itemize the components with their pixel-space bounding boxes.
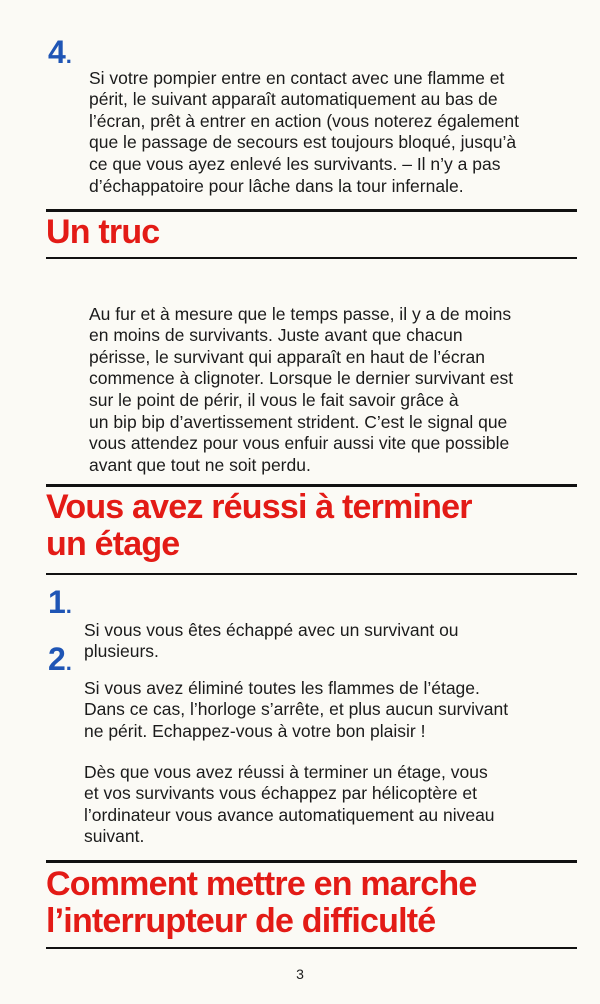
page-number: 3 <box>296 966 304 982</box>
difficulty-heading <box>46 866 477 940</box>
difficulty-heading-line1: Comment mettre en marche <box>46 865 477 903</box>
floor-heading-line1: Vous avez réussi à terminer <box>46 488 472 526</box>
item-2-text: Si vous avez éliminé toutes les flammes de l’étage. Dans ce cas, l’horloge s’arrête, et plus aucun survivant ne périt. Echappez-vous à votre bon plaisir ! <box>84 677 509 741</box>
step-4-text: Si votre pompier entre en contact avec une flamme et périt, le suivant apparaît automatiquement au bas de l’écran, prêt à entrer en action (vous noterez également que le passage de secours est toujours bloqué, jusqu’à ce que vous ayez enlevé les survivants. – Il n’y a pas d’échappatoire pour lâche dans la tour infernale. <box>89 67 519 196</box>
divider-top-difficulty <box>46 860 577 863</box>
floor-followup-text: Dès que vous avez réussi à terminer un étage, vous et vos survivants vous échappez par hélicoptère et l’ordinateur vous avance automatiquement au niveau suivant. <box>84 761 495 847</box>
divider-top-tip <box>46 209 577 212</box>
item-1-text: Si vous vous êtes échappé avec un survivant ou plusieurs. <box>84 619 459 662</box>
tip-text: Au fur et à mesure que le temps passe, il y a de moins en moins de survivants. Juste avant que chacun périsse, le survivant qui apparaît en haut de l’écran commence à clignoter. Lorsque le dernier survivant est sur le point de périr, il vous le fait savoir grâce à un bip bip d’avertissement strident. C’est le signal que vous attendez pour vous enfuir aussi vite que possible avant que tout ne soit perdu. <box>89 303 514 475</box>
step-number-4: 4. <box>48 34 72 70</box>
divider-bottom-tip <box>46 257 577 259</box>
floor-heading <box>46 489 472 563</box>
divider-top-floor <box>46 484 577 487</box>
item-number-1: 1. <box>48 584 72 620</box>
difficulty-heading-line2: l’interrupteur de difficulté <box>46 902 436 940</box>
divider-bottom-floor <box>46 573 577 575</box>
floor-heading-line2: un étage <box>46 525 180 563</box>
divider-bottom-difficulty <box>46 947 577 949</box>
tip-heading: Un truc <box>46 213 160 251</box>
item-number-2: 2. <box>48 641 72 677</box>
